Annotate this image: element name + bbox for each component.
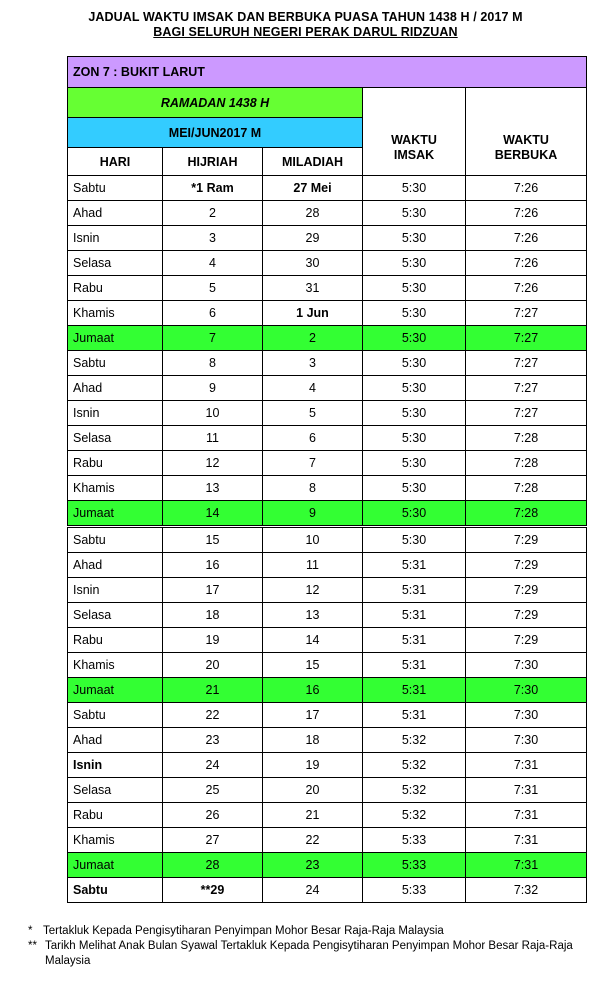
cell-hari: Rabu bbox=[68, 628, 163, 653]
cell-hari: Rabu bbox=[68, 451, 163, 476]
cell-berbuka: 7:27 bbox=[466, 351, 587, 376]
cell-berbuka: 7:31 bbox=[466, 828, 587, 853]
cell-hijriah: 15 bbox=[163, 527, 263, 553]
cell-berbuka: 7:28 bbox=[466, 476, 587, 501]
cell-miladiah: 20 bbox=[263, 778, 363, 803]
cell-berbuka: 7:30 bbox=[466, 653, 587, 678]
cell-imsak: 5:30 bbox=[363, 226, 466, 251]
cell-hari: Selasa bbox=[68, 251, 163, 276]
table-row bbox=[68, 828, 587, 853]
cell-hijriah: 25 bbox=[163, 778, 263, 803]
cell-hari: Isnin bbox=[68, 753, 163, 778]
table-row bbox=[68, 578, 587, 603]
cell-imsak: 5:30 bbox=[363, 326, 466, 351]
cell-imsak: 5:30 bbox=[363, 176, 466, 201]
cell-hari: Khamis bbox=[68, 653, 163, 678]
cell-berbuka: 7:26 bbox=[466, 201, 587, 226]
cell-hari: Selasa bbox=[68, 426, 163, 451]
cell-berbuka: 7:32 bbox=[466, 878, 587, 903]
cell-hari: Selasa bbox=[68, 778, 163, 803]
cell-hijriah: **29 bbox=[163, 878, 263, 903]
table-row bbox=[68, 653, 587, 678]
cell-berbuka: 7:26 bbox=[466, 251, 587, 276]
cell-berbuka: 7:31 bbox=[466, 778, 587, 803]
cell-hijriah: 23 bbox=[163, 728, 263, 753]
cell-imsak: 5:30 bbox=[363, 351, 466, 376]
cell-miladiah: 4 bbox=[263, 376, 363, 401]
cell-hijriah: *1 Ram bbox=[163, 176, 263, 201]
table-row bbox=[68, 553, 587, 578]
cell-berbuka: 7:26 bbox=[466, 226, 587, 251]
cell-berbuka: 7:29 bbox=[466, 527, 587, 553]
cell-hijriah: 27 bbox=[163, 828, 263, 853]
table-row bbox=[68, 426, 587, 451]
cell-berbuka: 7:27 bbox=[466, 301, 587, 326]
table-row bbox=[68, 603, 587, 628]
cell-miladiah: 21 bbox=[263, 803, 363, 828]
cell-imsak: 5:30 bbox=[363, 527, 466, 553]
cell-hari: Jumaat bbox=[68, 501, 163, 527]
cell-miladiah: 14 bbox=[263, 628, 363, 653]
table-row bbox=[68, 703, 587, 728]
cell-imsak: 5:31 bbox=[363, 628, 466, 653]
cell-miladiah: 24 bbox=[263, 878, 363, 903]
cell-miladiah: 12 bbox=[263, 578, 363, 603]
table-row bbox=[68, 251, 587, 276]
table-row bbox=[68, 301, 587, 326]
cell-miladiah: 30 bbox=[263, 251, 363, 276]
cell-imsak: 5:31 bbox=[363, 678, 466, 703]
table-row bbox=[68, 351, 587, 376]
cell-berbuka: 7:27 bbox=[466, 326, 587, 351]
cell-hijriah: 3 bbox=[163, 226, 263, 251]
cell-imsak: 5:31 bbox=[363, 653, 466, 678]
cell-miladiah: 6 bbox=[263, 426, 363, 451]
table-row bbox=[68, 728, 587, 753]
col-hijriah-header: HIJRIAH bbox=[163, 148, 263, 176]
cell-miladiah: 18 bbox=[263, 728, 363, 753]
cell-berbuka: 7:31 bbox=[466, 753, 587, 778]
cell-hijriah: 8 bbox=[163, 351, 263, 376]
cell-imsak: 5:32 bbox=[363, 778, 466, 803]
cell-hijriah: 26 bbox=[163, 803, 263, 828]
cell-hari: Sabtu bbox=[68, 527, 163, 553]
cell-hijriah: 13 bbox=[163, 476, 263, 501]
cell-miladiah: 13 bbox=[263, 603, 363, 628]
table-row bbox=[68, 501, 587, 527]
col-imsak-header bbox=[363, 88, 466, 176]
cell-imsak: 5:33 bbox=[363, 878, 466, 903]
cell-imsak: 5:31 bbox=[363, 553, 466, 578]
cell-berbuka: 7:28 bbox=[466, 426, 587, 451]
cell-hijriah: 14 bbox=[163, 501, 263, 527]
cell-imsak: 5:33 bbox=[363, 828, 466, 853]
cell-berbuka: 7:27 bbox=[466, 401, 587, 426]
ramadan-label: RAMADAN 1438 H bbox=[68, 88, 363, 118]
cell-berbuka: 7:28 bbox=[466, 501, 587, 527]
cell-hijriah: 18 bbox=[163, 603, 263, 628]
zone-label: ZON 7 : BUKIT LARUT bbox=[68, 57, 587, 88]
cell-imsak: 5:30 bbox=[363, 476, 466, 501]
table-row bbox=[68, 451, 587, 476]
cell-miladiah: 7 bbox=[263, 451, 363, 476]
footnote-2 bbox=[28, 939, 603, 969]
cell-hari: Sabtu bbox=[68, 703, 163, 728]
cell-miladiah: 28 bbox=[263, 201, 363, 226]
table-row bbox=[68, 678, 587, 703]
table-row bbox=[68, 276, 587, 301]
cell-miladiah: 9 bbox=[263, 501, 363, 527]
cell-hari: Isnin bbox=[68, 226, 163, 251]
cell-imsak: 5:32 bbox=[363, 803, 466, 828]
cell-miladiah: 2 bbox=[263, 326, 363, 351]
cell-miladiah: 16 bbox=[263, 678, 363, 703]
cell-hijriah: 28 bbox=[163, 853, 263, 878]
cell-hari: Sabtu bbox=[68, 176, 163, 201]
col-miladiah-header: MILADIAH bbox=[263, 148, 363, 176]
cell-imsak: 5:32 bbox=[363, 728, 466, 753]
table-row bbox=[68, 176, 587, 201]
cell-hijriah: 7 bbox=[163, 326, 263, 351]
cell-imsak: 5:30 bbox=[363, 251, 466, 276]
cell-hari: Khamis bbox=[68, 476, 163, 501]
footnote-1-text: Tertakluk Kepada Pengisytiharan Penyimpan Mohor Besar Raja-Raja Malaysia bbox=[43, 925, 444, 937]
cell-hari: Isnin bbox=[68, 401, 163, 426]
cell-hijriah: 16 bbox=[163, 553, 263, 578]
table-row bbox=[68, 376, 587, 401]
cell-hari: Khamis bbox=[68, 828, 163, 853]
table-row bbox=[68, 803, 587, 828]
cell-berbuka: 7:30 bbox=[466, 728, 587, 753]
page-subtitle: BAGI SELURUH NEGERI PERAK DARUL RIDZUAN bbox=[153, 25, 458, 39]
cell-hari: Ahad bbox=[68, 728, 163, 753]
cell-miladiah: 27 Mei bbox=[263, 176, 363, 201]
col-berbuka-header bbox=[466, 88, 587, 176]
timetable bbox=[67, 56, 587, 903]
footnotes bbox=[28, 924, 603, 969]
footnote-2-marker: ** bbox=[28, 940, 37, 952]
cell-hari: Sabtu bbox=[68, 351, 163, 376]
cell-hijriah: 11 bbox=[163, 426, 263, 451]
cell-hari: Sabtu bbox=[68, 878, 163, 903]
cell-imsak: 5:32 bbox=[363, 753, 466, 778]
cell-imsak: 5:31 bbox=[363, 703, 466, 728]
cell-imsak: 5:30 bbox=[363, 376, 466, 401]
cell-hari: Rabu bbox=[68, 803, 163, 828]
cell-berbuka: 7:28 bbox=[466, 451, 587, 476]
cell-hari: Selasa bbox=[68, 603, 163, 628]
cell-imsak: 5:30 bbox=[363, 401, 466, 426]
cell-hari: Rabu bbox=[68, 276, 163, 301]
cell-hijriah: 4 bbox=[163, 251, 263, 276]
cell-hari: Ahad bbox=[68, 376, 163, 401]
cell-berbuka: 7:29 bbox=[466, 553, 587, 578]
cell-hijriah: 9 bbox=[163, 376, 263, 401]
cell-miladiah: 22 bbox=[263, 828, 363, 853]
table-row bbox=[68, 853, 587, 878]
cell-berbuka: 7:30 bbox=[466, 678, 587, 703]
cell-hijriah: 10 bbox=[163, 401, 263, 426]
cell-imsak: 5:30 bbox=[363, 501, 466, 527]
month-label: MEI/JUN2017 M bbox=[68, 118, 363, 148]
table-row bbox=[68, 753, 587, 778]
cell-berbuka: 7:30 bbox=[466, 703, 587, 728]
cell-hari: Isnin bbox=[68, 578, 163, 603]
cell-miladiah: 11 bbox=[263, 553, 363, 578]
table-row bbox=[68, 326, 587, 351]
cell-imsak: 5:30 bbox=[363, 301, 466, 326]
table-row bbox=[68, 778, 587, 803]
cell-imsak: 5:31 bbox=[363, 578, 466, 603]
table-row bbox=[68, 401, 587, 426]
cell-imsak: 5:30 bbox=[363, 451, 466, 476]
cell-miladiah: 15 bbox=[263, 653, 363, 678]
cell-berbuka: 7:31 bbox=[466, 803, 587, 828]
table-row bbox=[68, 878, 587, 903]
page-title: JADUAL WAKTU IMSAK DAN BERBUKA PUASA TAHUN 1438 H / 2017 M bbox=[88, 10, 523, 24]
cell-hari: Khamis bbox=[68, 301, 163, 326]
cell-miladiah: 29 bbox=[263, 226, 363, 251]
cell-berbuka: 7:26 bbox=[466, 176, 587, 201]
cell-hijriah: 17 bbox=[163, 578, 263, 603]
cell-hari: Jumaat bbox=[68, 326, 163, 351]
cell-hari: Ahad bbox=[68, 553, 163, 578]
cell-hari: Jumaat bbox=[68, 853, 163, 878]
table-row bbox=[68, 226, 587, 251]
cell-miladiah: 31 bbox=[263, 276, 363, 301]
cell-hijriah: 5 bbox=[163, 276, 263, 301]
cell-miladiah: 23 bbox=[263, 853, 363, 878]
cell-miladiah: 1 Jun bbox=[263, 301, 363, 326]
cell-miladiah: 10 bbox=[263, 527, 363, 553]
cell-berbuka: 7:27 bbox=[466, 376, 587, 401]
cell-berbuka: 7:29 bbox=[466, 628, 587, 653]
cell-hijriah: 20 bbox=[163, 653, 263, 678]
footnote-2-text: Tarikh Melihat Anak Bulan Syawal Tertakluk Kepada Pengisytiharan Penyimpan Mohor Besar Raja-Raja Malaysia bbox=[45, 940, 573, 967]
cell-imsak: 5:30 bbox=[363, 426, 466, 451]
cell-berbuka: 7:31 bbox=[466, 853, 587, 878]
table-row bbox=[68, 527, 587, 553]
table-row bbox=[68, 628, 587, 653]
cell-hijriah: 24 bbox=[163, 753, 263, 778]
cell-hijriah: 6 bbox=[163, 301, 263, 326]
cell-berbuka: 7:29 bbox=[466, 603, 587, 628]
cell-berbuka: 7:29 bbox=[466, 578, 587, 603]
cell-miladiah: 5 bbox=[263, 401, 363, 426]
col-berbuka-text: WAKTU BERBUKA bbox=[494, 133, 558, 162]
cell-hijriah: 21 bbox=[163, 678, 263, 703]
cell-berbuka: 7:26 bbox=[466, 276, 587, 301]
cell-miladiah: 8 bbox=[263, 476, 363, 501]
cell-miladiah: 17 bbox=[263, 703, 363, 728]
cell-hijriah: 22 bbox=[163, 703, 263, 728]
cell-miladiah: 3 bbox=[263, 351, 363, 376]
cell-imsak: 5:30 bbox=[363, 276, 466, 301]
cell-hijriah: 19 bbox=[163, 628, 263, 653]
cell-imsak: 5:30 bbox=[363, 201, 466, 226]
cell-hijriah: 2 bbox=[163, 201, 263, 226]
cell-hari: Ahad bbox=[68, 201, 163, 226]
footnote-1 bbox=[28, 924, 603, 939]
cell-hari: Jumaat bbox=[68, 678, 163, 703]
footnote-1-marker: * bbox=[28, 925, 33, 937]
cell-miladiah: 19 bbox=[263, 753, 363, 778]
cell-hijriah: 12 bbox=[163, 451, 263, 476]
table-row bbox=[68, 201, 587, 226]
cell-imsak: 5:33 bbox=[363, 853, 466, 878]
cell-imsak: 5:31 bbox=[363, 603, 466, 628]
col-hari-header: HARI bbox=[68, 148, 163, 176]
col-imsak-text: WAKTU IMSAK bbox=[391, 133, 437, 162]
table-row bbox=[68, 476, 587, 501]
